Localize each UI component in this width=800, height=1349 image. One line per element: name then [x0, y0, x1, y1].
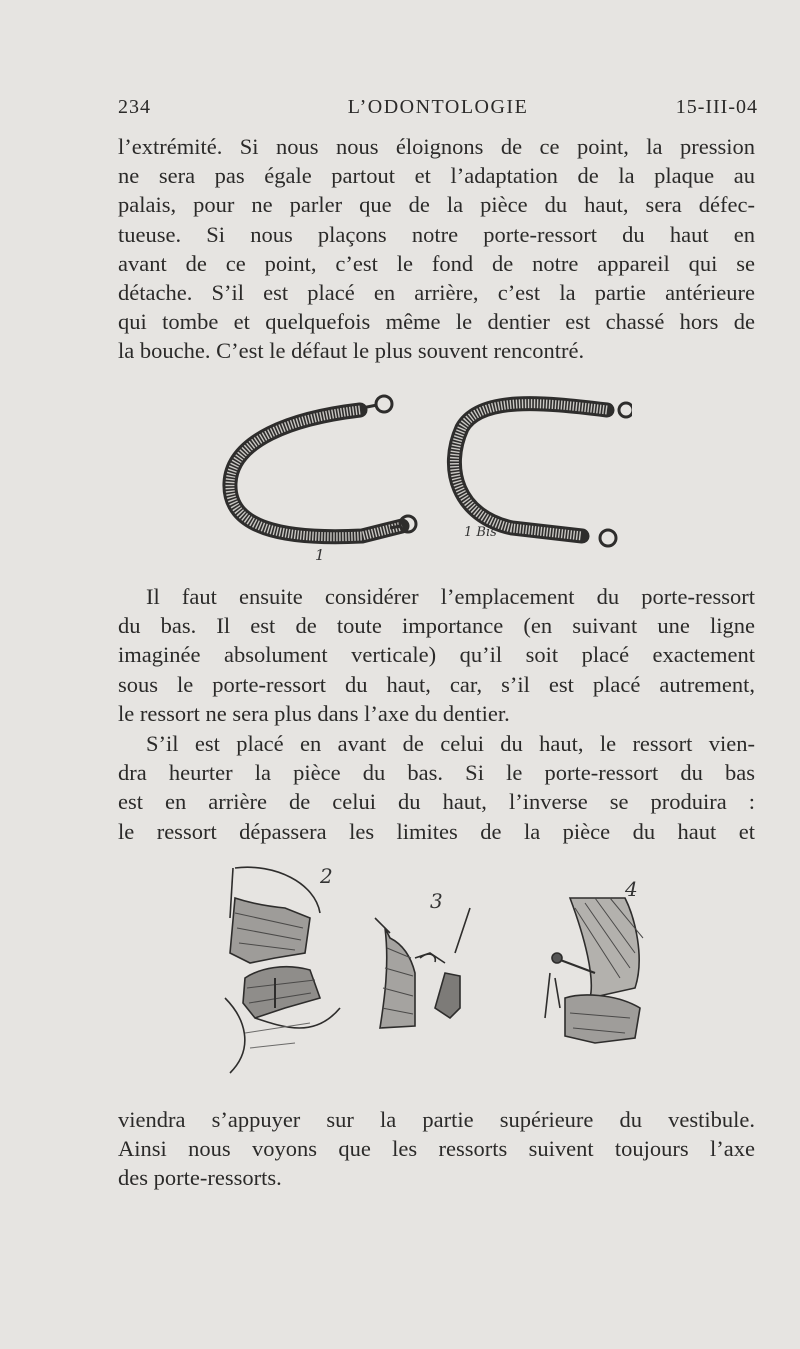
issue-date: 15-III-04	[675, 96, 758, 118]
text-line: l’extrémité. Si nous nous éloignons de ce point, la pression	[118, 134, 755, 159]
figure-label-3: 3	[430, 889, 443, 913]
figure-label-2: 2	[320, 864, 333, 888]
text-line: tueuse. Si nous plaçons notre porte-ressort du haut en	[118, 221, 755, 247]
text-line: du bas. Il est de toute importance (en suivant une ligne	[118, 613, 755, 639]
text-line: S’il est placé en avant de celui du haut, le ressort vien-	[146, 731, 755, 756]
spring-figure	[212, 388, 632, 568]
figure-label-1: 1	[315, 546, 325, 564]
text-line: détache. S’il est placé en arrière, c’est la partie antérieure	[118, 280, 755, 306]
text-line: Ainsi nous voyons que les ressorts suivent toujours l’axe	[118, 1136, 755, 1162]
text-line: imaginée absolument verticale) qu’il soit placé exactement	[118, 642, 755, 668]
text-line: dra heurter la pièce du bas. Si le porte-ressort du bas	[118, 760, 755, 786]
paragraph-1	[118, 132, 755, 366]
text-line: qui tombe et quelquefois même le dentier est chassé hors de	[118, 309, 755, 335]
figure-label-4: 4	[625, 877, 638, 901]
placement-figure	[215, 858, 665, 1098]
page-number: 234	[118, 96, 151, 118]
text-line: sous le porte-ressort du haut, car, s’il est placé autrement,	[118, 671, 755, 697]
text-line: palais, pour ne parler que de la pièce du haut, sera défec-	[118, 192, 755, 218]
text-line: avant de ce point, c’est le fond de notre appareil qui se	[118, 250, 755, 276]
paragraph-4	[118, 1105, 755, 1193]
journal-title: L’ODONTOLOGIE	[347, 96, 529, 118]
text-line: des porte-ressorts.	[118, 1165, 282, 1191]
sketch-3-drawing	[375, 889, 470, 1028]
sketch-2-drawing	[225, 864, 340, 1073]
text-line: viendra s’appuyer sur la partie supérieure du vestibule.	[118, 1107, 755, 1132]
figure-label-1bis: 1 Bis	[464, 525, 497, 540]
text-line: Il faut ensuite considérer l’emplacement du porte-ressort	[146, 584, 755, 609]
paragraph-2	[118, 582, 755, 728]
spring-1bis-drawing	[454, 403, 632, 546]
text-line: est en arrière de celui du haut, l’inverse se produira :	[118, 789, 755, 815]
text-line: la bouche. C’est le défaut le plus souvent rencontré.	[118, 338, 585, 364]
running-head	[118, 96, 758, 126]
sketch-4-drawing	[545, 877, 643, 1043]
text-line: le ressort dépassera les limites de la pièce du haut et	[118, 818, 755, 844]
text-line: ne sera pas égale partout et l’adaptation de la plaque au	[118, 163, 755, 189]
paragraph-3	[118, 729, 755, 846]
text-line: le ressort ne sera plus dans l’axe du dentier.	[118, 700, 510, 726]
spring-1-drawing	[230, 396, 416, 564]
